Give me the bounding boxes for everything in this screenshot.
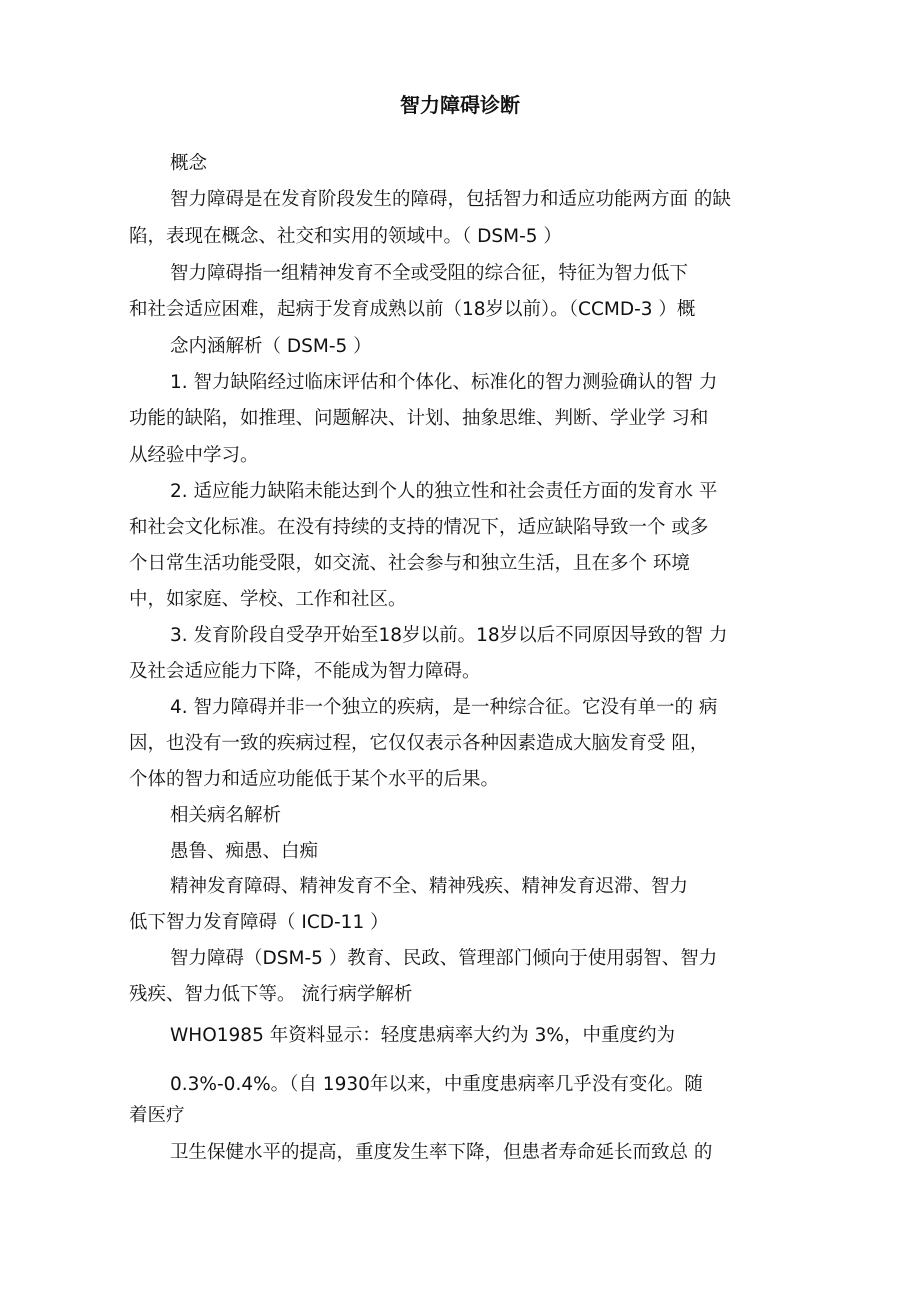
paragraph-line: 残疾、智力低下等。 流行病学解析 — [129, 984, 413, 1005]
paragraph-line: 陷，表现在概念、社交和实用的领域中。（ DSM-5 ） — [129, 226, 562, 247]
paragraph-line: 3. 发育阶段自受孕开始至18岁以前。18岁以后不同原因导致的智 力 — [170, 625, 728, 646]
paragraph-line: 念内涵解析（ DSM-5 ） — [170, 336, 372, 357]
paragraph-line: 卫生保健水平的提高，重度发生率下降，但患者寿命延长而致总 的 — [170, 1142, 713, 1163]
paragraph-line: 4. 智力障碍并非一个独立的疾病，是一种综合征。它没有单一的 病 — [170, 697, 718, 718]
section-heading-concept: 概念 — [170, 153, 208, 174]
paragraph-line: 精神发育障碍、精神发育不全、精神残疾、精神发育迟滞、智力 — [170, 876, 689, 897]
paragraph-line: WHO1985 年资料显示：轻度患病率大约为 3%，中重度约为 — [170, 1025, 675, 1046]
paragraph-line: 和社会文化标准。在没有持续的支持的情况下，适应缺陷导致一个 或多 — [129, 517, 709, 538]
paragraph-line: 1. 智力缺陷经过临床评估和个体化、标准化的智力测验确认的智 力 — [170, 372, 718, 393]
section-heading-related-names: 相关病名解析 — [170, 805, 282, 826]
paragraph-line: 及社会适应能力下降，不能成为智力障碍。 — [129, 661, 481, 682]
paragraph-line: 智力障碍（DSM-5 ）教育、民政、管理部门倾向于使用弱智、智力 — [170, 948, 718, 969]
paragraph-line: 智力障碍指一组精神发育不全或受阻的综合征，特征为智力低下 — [170, 263, 689, 284]
paragraph-line: 2. 适应能力缺陷未能达到个人的独立性和社会责任方面的发育水 平 — [170, 481, 718, 502]
paragraph-line: 低下智力发育障碍（ ICD-11 ） — [129, 912, 389, 933]
paragraph-line: 智力障碍是在发育阶段发生的障碍，包括智力和适应功能两方面 的缺 — [170, 189, 731, 210]
paragraph-line: 着医疗 — [129, 1105, 185, 1126]
paragraph-line: 0.3%-0.4%。（自 1930年以来，中重度患病率几乎没有变化。随 — [170, 1074, 703, 1095]
paragraph-line: 个日常生活功能受限，如交流、社会参与和独立生活，且在多个 环境 — [129, 553, 690, 574]
page-title: 智力障碍诊断 — [400, 93, 520, 117]
paragraph-line: 个体的智力和适应功能低于某个水平的后果。 — [129, 769, 500, 790]
paragraph-line: 从经验中学习。 — [129, 445, 259, 466]
paragraph-line: 中，如家庭、学校、工作和社区。 — [129, 589, 407, 610]
paragraph-line: 愚鲁、痴愚、白痴 — [170, 841, 319, 862]
paragraph-line: 因，也没有一致的疾病过程，它仅仅表示各种因素造成大脑发育受 阻， — [129, 733, 709, 754]
paragraph-line: 和社会适应困难，起病于发育成熟以前（18岁以前）。（CCMD-3 ）概 — [129, 299, 696, 320]
paragraph-line: 功能的缺陷，如推理、问题解决、计划、抽象思维、判断、学业学 习和 — [129, 408, 709, 429]
